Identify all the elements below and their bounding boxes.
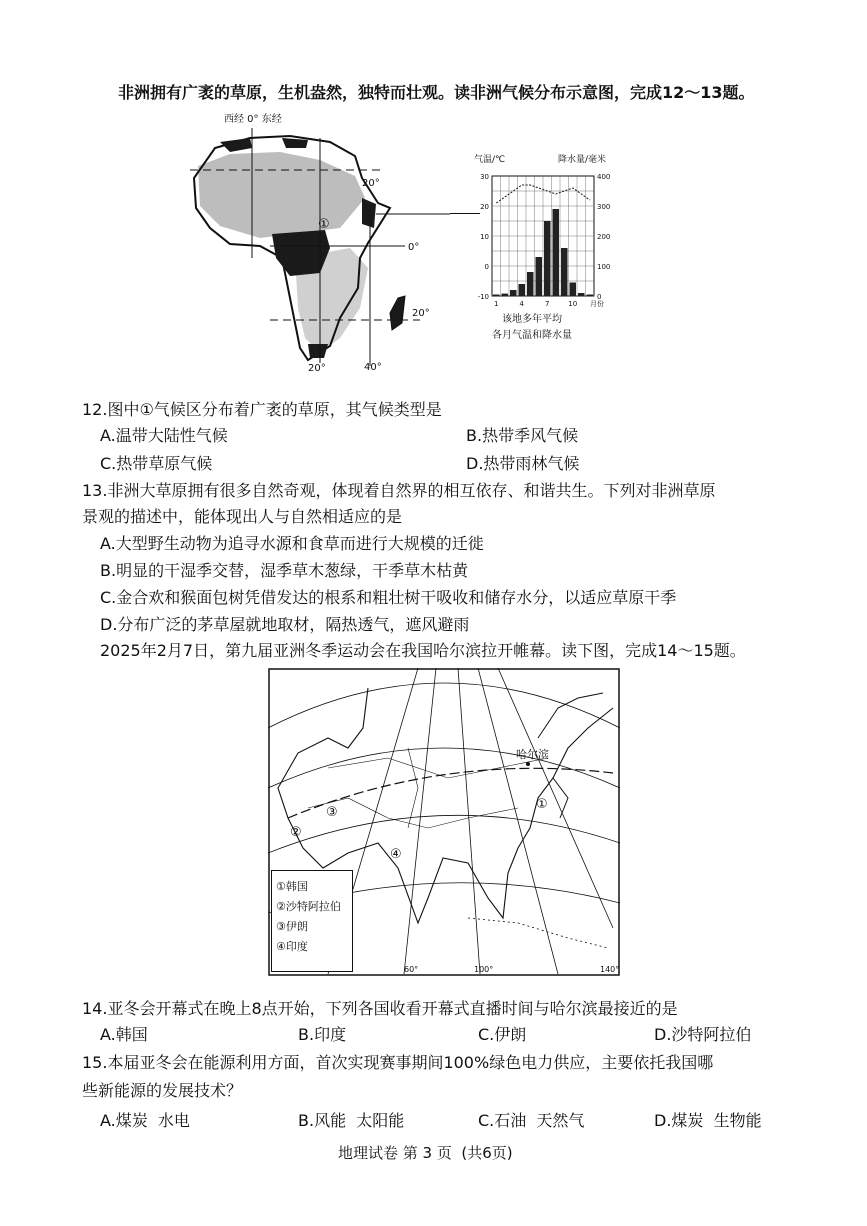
mediterranean-north xyxy=(220,138,252,152)
q14-option-d[interactable]: D.沙特阿拉伯 xyxy=(654,1025,752,1044)
asia-map-legend xyxy=(271,870,353,972)
chart-tick-right: 0 xyxy=(597,293,602,301)
q12-option-b[interactable]: B.热带季风气候 xyxy=(466,426,579,445)
q14-option-c[interactable]: C.伊朗 xyxy=(478,1025,527,1044)
q15-option-c[interactable]: C.石油 天然气 xyxy=(478,1111,585,1130)
africa-climate-map xyxy=(190,108,450,373)
climate-chart xyxy=(462,150,612,345)
q12-option-a[interactable]: A.温带大陆性气候 xyxy=(100,426,228,445)
legend-item-korea: ①韩国 xyxy=(276,880,308,893)
harbin-label: 哈尔滨 xyxy=(516,748,549,761)
precip-bar xyxy=(544,221,551,296)
asia-marker-3: ③ xyxy=(326,805,338,820)
precip-bar xyxy=(587,295,594,297)
q15-option-a[interactable]: A.煤炭 水电 xyxy=(100,1111,190,1130)
precip-bar xyxy=(561,248,568,296)
lon-20e: 20° xyxy=(308,363,326,373)
chart-title-line2: 各月气温和降水量 xyxy=(492,330,572,341)
chart-tick-left: 30 xyxy=(480,173,489,181)
chart-tick-right: 200 xyxy=(597,233,611,241)
intro-text-2: 2025年2月7日，第九届亚洲冬季运动会在我国哈尔滨拉开帷幕。读下图，完成14～15题。 xyxy=(100,641,746,660)
asia-marker-4: ④ xyxy=(390,847,402,862)
precip-bar xyxy=(527,272,534,296)
q13-option-a[interactable]: A.大型野生动物为追寻水源和食草而进行大规模的迁徙 xyxy=(100,534,484,553)
q14-option-a[interactable]: A.韩国 xyxy=(100,1025,148,1044)
chart-tick-right: 400 xyxy=(597,173,611,181)
asia-lon-b: 100° xyxy=(474,965,494,974)
precip-bar xyxy=(510,290,517,296)
precip-bar xyxy=(493,295,500,297)
q15-stem-2: 些新能源的发展技术？ xyxy=(82,1081,243,1100)
q12-option-c[interactable]: C.热带草原气候 xyxy=(100,454,213,473)
q15-option-b[interactable]: B.风能 太阳能 xyxy=(298,1111,405,1130)
chart-tick-right: 100 xyxy=(597,263,611,271)
q13-stem-1: 13.非洲大草原拥有很多自然奇观，体现着自然界的相互依存、和谐共生。下列对非洲草原 xyxy=(82,481,716,500)
page-footer: 地理试卷 第 3 页 (共6页) xyxy=(338,1144,513,1162)
lat-20s: 20° xyxy=(412,308,430,319)
precip-bar xyxy=(502,294,509,296)
precip-bar xyxy=(536,257,543,296)
q13-option-b[interactable]: B.明显的干湿季交替，湿季草木葱绿，干季草木枯黄 xyxy=(100,561,469,580)
q14-option-b[interactable]: B.印度 xyxy=(298,1025,347,1044)
asia-marker-2: ② xyxy=(290,825,302,840)
arid-region xyxy=(198,152,365,238)
q13-option-c[interactable]: C.金合欢和猴面包树凭借发达的根系和粗壮树干吸收和储存水分，以适应草原干季 xyxy=(100,588,677,607)
chart-tick-right: 300 xyxy=(597,203,611,211)
marker-1: ① xyxy=(318,217,330,232)
legend-item-saudi: ②沙特阿拉伯 xyxy=(276,900,341,913)
q12-stem: 12.图中①气候区分布着广袤的草原，其气候类型是 xyxy=(82,400,442,419)
chart-grid xyxy=(492,176,594,296)
asia-lon-c: 140° xyxy=(600,965,620,974)
q15-option-d[interactable]: D.煤炭 生物能 xyxy=(654,1111,762,1130)
madagascar xyxy=(390,296,405,330)
q13-option-d[interactable]: D.分布广泛的茅草屋就地取材，隔热透气，遮风避雨 xyxy=(100,615,470,634)
precip-bar xyxy=(570,283,577,297)
lat-0: 0° xyxy=(408,242,420,253)
southern-tip xyxy=(308,344,328,358)
chart-title-line1: 该地多年平均 xyxy=(502,314,562,325)
precip-bar xyxy=(553,209,560,296)
africa-top-label: 西经 0° 东经 xyxy=(224,114,282,125)
chart-tick-x: 1 xyxy=(494,300,499,308)
chart-ticks xyxy=(478,173,611,308)
precip-bar xyxy=(519,284,526,296)
q13-stem-2: 景观的描述中，能体现出人与自然相适应的是 xyxy=(82,507,403,526)
chart-tick-x: 10 xyxy=(568,300,578,308)
chart-tick-left: 0 xyxy=(484,263,489,271)
rainforest-region xyxy=(272,230,330,276)
lon-40e: 40° xyxy=(364,362,382,373)
mediterranean-northeast xyxy=(282,138,308,148)
chart-tick-left: -10 xyxy=(477,293,489,301)
intro-text-1: 非洲拥有广袤的草原，生机盎然，独特而壮观。读非洲气候分布示意图，完成12～13题。 xyxy=(118,83,755,102)
asia-lon-a: 60° xyxy=(404,965,419,974)
chart-tick-x: 4 xyxy=(519,300,524,308)
q12-option-d[interactable]: D.热带雨林气候 xyxy=(466,454,580,473)
precip-bar xyxy=(578,293,585,296)
legend-item-iran: ③伊朗 xyxy=(276,920,308,933)
q15-stem-1: 15.本届亚冬会在能源利用方面，首次实现赛事期间100%绿色电力供应，主要依托我国哪 xyxy=(82,1053,714,1072)
chart-tick-left: 20 xyxy=(480,203,489,211)
lat-20n: 20° xyxy=(362,178,380,189)
asia-marker-1: ① xyxy=(536,797,548,812)
chart-ylabel-left: 气温/℃ xyxy=(474,155,506,165)
east-highland xyxy=(362,198,376,228)
chart-tick-left: 10 xyxy=(480,233,489,241)
chart-tick-x: 7 xyxy=(545,300,550,308)
legend-item-india: ④印度 xyxy=(276,940,308,953)
chart-x-unit: 月份 xyxy=(590,300,604,308)
chart-ylabel-right: 降水量/毫米 xyxy=(558,155,607,165)
q14-stem: 14.亚冬会开幕式在晚上8点开始，下列各国收看开幕式直播时间与哈尔滨最接近的是 xyxy=(82,999,678,1018)
